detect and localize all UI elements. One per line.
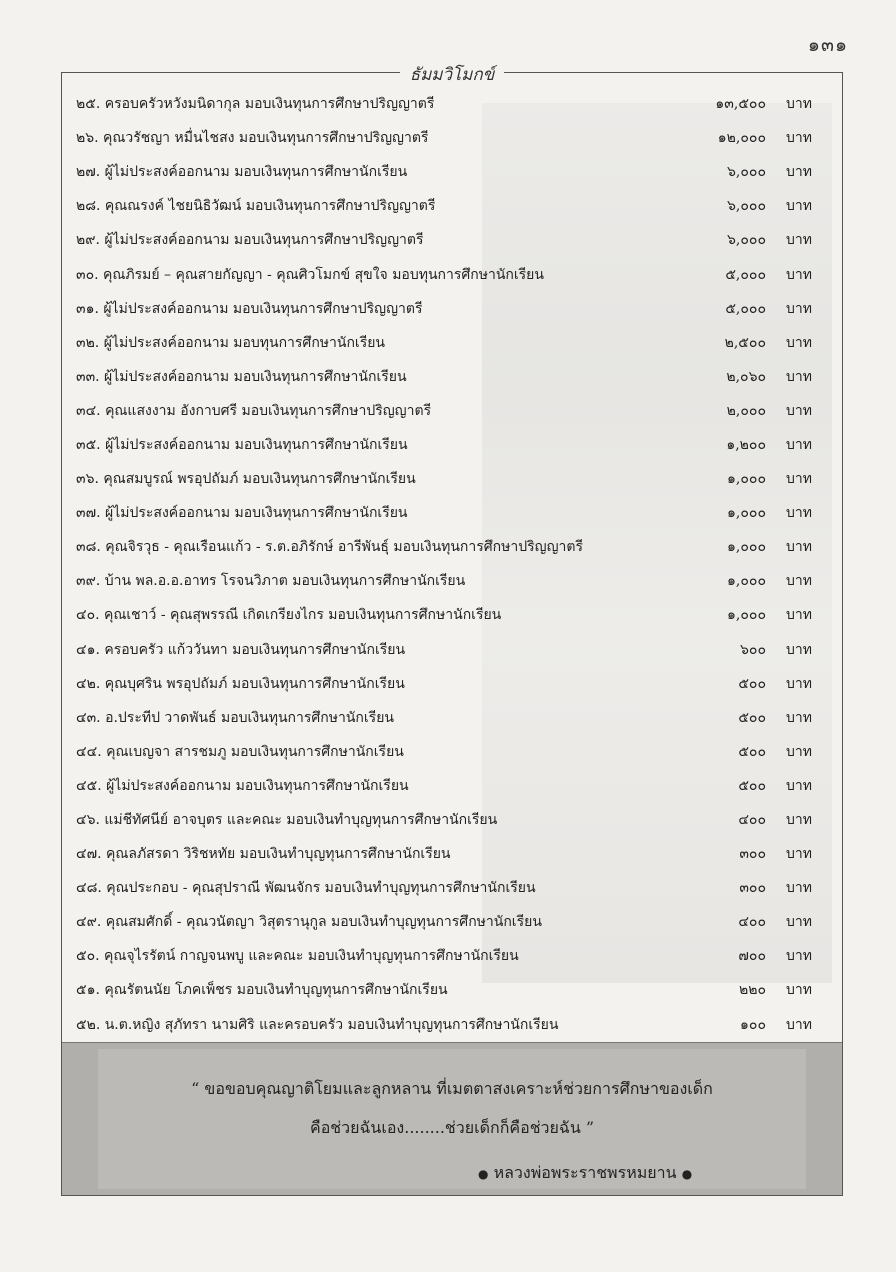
donation-description: ๓๑. ผู้ไม่ประสงค์ออกนาม มอบเงินทุนการศึกษาปริญญาตรี bbox=[76, 300, 423, 317]
currency-unit: บาท bbox=[786, 130, 812, 147]
currency-unit: บาท bbox=[786, 607, 812, 624]
donation-description: ๔๗. คุณลภัสรดา วิริชหทัย มอบเงินทำบุญทุนการศึกษานักเรียน bbox=[76, 846, 451, 863]
donation-description: ๓๕. ผู้ไม่ประสงค์ออกนาม มอบเงินทุนการศึกษานักเรียน bbox=[76, 436, 408, 453]
currency-unit: บาท bbox=[786, 743, 812, 760]
currency-unit: บาท bbox=[786, 402, 812, 419]
donation-row bbox=[62, 598, 842, 632]
donation-description: ๕๐. คุณจุไรรัตน์ กาญจนพบู และคณะ มอบเงินทำบุญทุนการศึกษานักเรียน bbox=[76, 948, 519, 965]
donation-row bbox=[62, 837, 842, 871]
donation-row bbox=[62, 155, 842, 189]
donation-description: ๔๑. ครอบครัว แก้ววันทา มอบเงินทุนการศึกษานักเรียน bbox=[76, 641, 406, 658]
donation-row bbox=[62, 735, 842, 769]
donation-list-frame bbox=[61, 65, 843, 1196]
quote-line-2: คือช่วยฉันเอง........ช่วยเด็กก็คือช่วยฉัน ” bbox=[309, 1118, 595, 1137]
donation-amount: ๑,๒๐๐ bbox=[726, 436, 766, 453]
donation-row bbox=[62, 360, 842, 394]
donation-amount: ๒๒๐ bbox=[738, 982, 766, 999]
donation-amount: ๕๐๐ bbox=[738, 675, 766, 692]
donation-amount: ๒,๐๖๐ bbox=[726, 368, 766, 385]
currency-unit: บาท bbox=[786, 880, 812, 897]
donation-description: ๒๖. คุณวรัชญา หมื่นไชสง มอบเงินทุนการศึกษาปริญญาตรี bbox=[76, 130, 429, 147]
donation-amount: ๕๐๐ bbox=[738, 743, 766, 760]
currency-unit: บาท bbox=[786, 641, 812, 658]
donation-row bbox=[62, 257, 842, 291]
currency-unit: บาท bbox=[786, 675, 812, 692]
donation-description: ๔๔. คุณเบญจา สารชมภู มอบเงินทุนการศึกษานักเรียน bbox=[76, 743, 404, 760]
donation-description: ๓๗. ผู้ไม่ประสงค์ออกนาม มอบเงินทุนการศึกษานักเรียน bbox=[76, 505, 408, 522]
currency-unit: บาท bbox=[786, 948, 812, 965]
currency-unit: บาท bbox=[786, 1016, 812, 1033]
donation-row bbox=[62, 701, 842, 735]
donation-description: ๔๙. คุณสมศักดิ์ - คุณวนัตญา วิสุตรานุกูล มอบเงินทำบุญทุนการศึกษานักเรียน bbox=[76, 914, 542, 931]
donation-description: ๔๕. ผู้ไม่ประสงค์ออกนาม มอบเงินทุนการศึกษานักเรียน bbox=[76, 777, 409, 794]
currency-unit: บาท bbox=[786, 198, 812, 215]
donation-description: ๓๔. คุณแสงงาม อังกาบศรี มอบเงินทุนการศึกษาปริญญาตรี bbox=[76, 402, 432, 419]
donation-description: ๓๐. คุณภิรมย์ – คุณสายกัญญา - คุณศิวโมกข์ สุขใจ มอบทุนการศึกษานักเรียน bbox=[76, 266, 544, 283]
quote-inner bbox=[98, 1049, 806, 1189]
currency-unit: บาท bbox=[786, 539, 812, 556]
donation-row bbox=[62, 633, 842, 667]
donation-row bbox=[62, 667, 842, 701]
donation-amount: ๑๓,๕๐๐ bbox=[715, 96, 766, 113]
donation-amount: ๑,๐๐๐ bbox=[727, 539, 766, 556]
donation-row bbox=[62, 496, 842, 530]
quote-author bbox=[478, 1161, 692, 1186]
currency-unit: บาท bbox=[786, 573, 812, 590]
donation-description: ๓๙. บ้าน พล.อ.อ.อาทร โรจนวิภาต มอบเงินทุนการศึกษานักเรียน bbox=[76, 573, 466, 590]
donation-row bbox=[62, 326, 842, 360]
donation-description: ๔๒. คุณบุศริน พรอุปถัมภ์ มอบเงินทุนการศึกษานักเรียน bbox=[76, 675, 405, 692]
donation-amount: ๓๐๐ bbox=[739, 846, 766, 863]
currency-unit: บาท bbox=[786, 300, 812, 317]
donation-row bbox=[62, 428, 842, 462]
donation-row bbox=[62, 564, 842, 598]
donation-row bbox=[62, 121, 842, 155]
donation-row bbox=[62, 973, 842, 1007]
donation-description: ๕๑. คุณรัตนนัย โภคเพ็ชร มอบเงินทำบุญทุนการศึกษานักเรียน bbox=[76, 982, 448, 999]
donation-row bbox=[62, 394, 842, 428]
donation-description: ๒๙. ผู้ไม่ประสงค์ออกนาม มอบเงินทุนการศึกษาปริญญาตรี bbox=[76, 232, 424, 249]
section-title-text: ธัมมวิโมกข์ bbox=[400, 65, 505, 85]
donation-row bbox=[62, 803, 842, 837]
donation-amount: ๑๐๐ bbox=[740, 1016, 766, 1033]
donation-amount: ๖,๐๐๐ bbox=[727, 232, 766, 249]
donation-amount: ๔๐๐ bbox=[738, 812, 766, 829]
bullet-left-icon: ● bbox=[478, 1167, 489, 1181]
donation-description: ๓๓. ผู้ไม่ประสงค์ออกนาม มอบเงินทุนการศึกษานักเรียน bbox=[76, 368, 407, 385]
donation-amount: ๔๐๐ bbox=[738, 914, 766, 931]
donation-row bbox=[62, 939, 842, 973]
currency-unit: บาท bbox=[786, 471, 812, 488]
donation-description: ๓๒. ผู้ไม่ประสงค์ออกนาม มอบทุนการศึกษานักเรียน bbox=[76, 334, 386, 351]
currency-unit: บาท bbox=[786, 164, 812, 181]
donation-row bbox=[62, 905, 842, 939]
donation-amount: ๒,๐๐๐ bbox=[726, 402, 766, 419]
donation-row bbox=[62, 530, 842, 564]
currency-unit: บาท bbox=[786, 266, 812, 283]
donation-amount: ๑๒,๐๐๐ bbox=[717, 130, 766, 147]
donation-row bbox=[62, 871, 842, 905]
donation-amount: ๓๐๐ bbox=[739, 880, 766, 897]
donation-amount: ๕๐๐ bbox=[738, 709, 766, 726]
donation-row bbox=[62, 189, 842, 223]
donation-description: ๔๖. แม่ชีทัศนีย์ อาจบุตร และคณะ มอบเงินทำบุญทุนการศึกษานักเรียน bbox=[76, 812, 498, 829]
donation-description: ๒๗. ผู้ไม่ประสงค์ออกนาม มอบเงินทุนการศึกษานักเรียน bbox=[76, 164, 408, 181]
donation-description: ๕๒. น.ต.หญิง สุภัทรา นามศิริ และครอบครัว มอบเงินทำบุญทุนการศึกษานักเรียน bbox=[76, 1016, 559, 1033]
quote-author-name: หลวงพ่อพระราชพรหมยาน bbox=[493, 1163, 677, 1182]
currency-unit: บาท bbox=[786, 96, 812, 113]
currency-unit: บาท bbox=[786, 812, 812, 829]
currency-unit: บาท bbox=[786, 914, 812, 931]
donation-row bbox=[62, 462, 842, 496]
currency-unit: บาท bbox=[786, 982, 812, 999]
donation-amount: ๑,๐๐๐ bbox=[727, 573, 766, 590]
donation-description: ๒๕. ครอบครัวหวังมนิดากุล มอบเงินทุนการศึกษาปริญญาตรี bbox=[76, 96, 435, 113]
page-number: ๑๓๑ bbox=[807, 34, 848, 56]
donation-description: ๔๐. คุณเชาว์ - คุณสุพรรณี เกิดเกรียงไกร มอบเงินทุนการศึกษานักเรียน bbox=[76, 607, 502, 624]
donation-row bbox=[62, 223, 842, 257]
currency-unit: บาท bbox=[786, 777, 812, 794]
donation-amount: ๖,๐๐๐ bbox=[727, 198, 766, 215]
donation-row bbox=[62, 1008, 842, 1042]
quote-line-1: “ ขอขอบคุณญาติโยมและลูกหลาน ที่เมตตาสงเคราะห์ช่วยการศึกษาของเด็ก bbox=[191, 1079, 713, 1098]
donation-amount: ๒,๕๐๐ bbox=[724, 334, 766, 351]
donation-description: ๓๖. คุณสมบูรณ์ พรอุปถัมภ์ มอบเงินทุนการศึกษานักเรียน bbox=[76, 471, 416, 488]
quote-box bbox=[62, 1042, 842, 1195]
donation-amount: ๖,๐๐๐ bbox=[727, 164, 766, 181]
donation-description: ๓๘. คุณจิรวุธ - คุณเรือนแก้ว - ร.ต.อภิรักษ์ อารีพันธุ์ มอบเงินทุนการศึกษาปริญญาตรี bbox=[76, 539, 583, 556]
currency-unit: บาท bbox=[786, 232, 812, 249]
currency-unit: บาท bbox=[786, 334, 812, 351]
donation-amount: ๕,๐๐๐ bbox=[725, 300, 766, 317]
currency-unit: บาท bbox=[786, 709, 812, 726]
currency-unit: บาท bbox=[786, 368, 812, 385]
donation-amount: ๑,๐๐๐ bbox=[727, 471, 766, 488]
currency-unit: บาท bbox=[786, 436, 812, 453]
donation-amount: ๗๐๐ bbox=[738, 948, 766, 965]
donation-amount: ๕๐๐ bbox=[738, 777, 766, 794]
donation-description: ๔๘. คุณประกอบ - คุณสุปราณี พัฒนจักร มอบเงินทำบุญทุนการศึกษานักเรียน bbox=[76, 880, 536, 897]
donation-amount: ๑,๐๐๐ bbox=[727, 607, 766, 624]
donation-amount: ๕,๐๐๐ bbox=[725, 266, 766, 283]
donation-row bbox=[62, 87, 842, 121]
currency-unit: บาท bbox=[786, 846, 812, 863]
donation-list bbox=[62, 87, 842, 1042]
section-title bbox=[62, 61, 842, 88]
currency-unit: บาท bbox=[786, 505, 812, 522]
donation-description: ๒๘. คุณณรงค์ ไชยนิธิวัฒน์ มอบเงินทุนการศึกษาปริญญาตรี bbox=[76, 198, 436, 215]
donation-amount: ๑,๐๐๐ bbox=[727, 505, 766, 522]
donation-description: ๔๓. อ.ประทีป วาดพันธ์ มอบเงินทุนการศึกษานักเรียน bbox=[76, 709, 394, 726]
donation-row bbox=[62, 769, 842, 803]
bullet-right-icon: ● bbox=[681, 1167, 693, 1181]
donation-row bbox=[62, 292, 842, 326]
donation-amount: ๖๐๐ bbox=[740, 641, 766, 658]
